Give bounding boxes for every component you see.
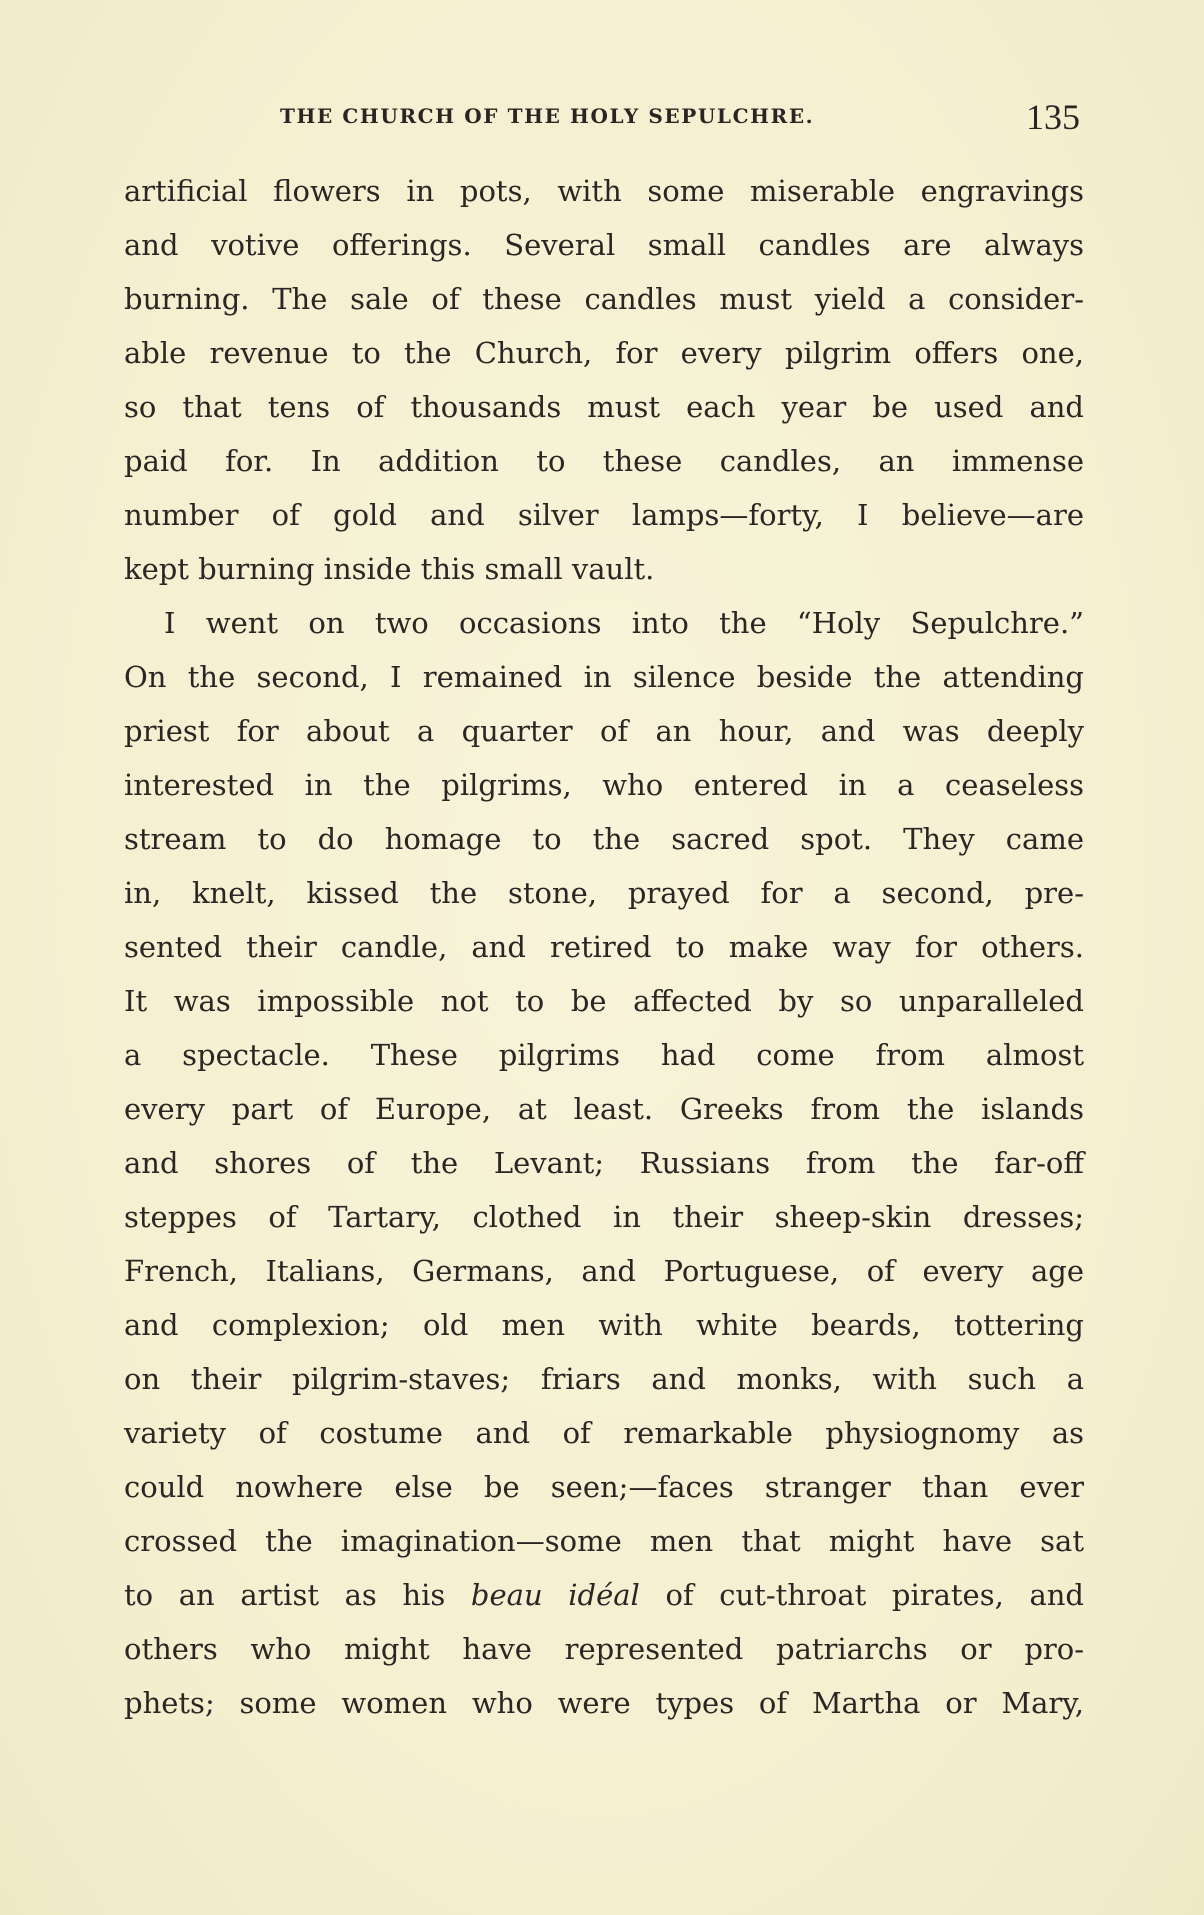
text-line: crossed the imagination—some men that might have sat <box>124 1524 1084 1558</box>
italic-phrase: beau idéal <box>470 1578 640 1612</box>
text-line: on their pilgrim-staves; friars and monks, with such a <box>124 1362 1084 1396</box>
text-line: It was impossible not to be affected by so unparalleled <box>124 984 1084 1018</box>
paragraph-end-line: kept burning inside this small vault. <box>124 552 655 586</box>
text-line: able revenue to the Church, for every pilgrim offers one, <box>124 336 1084 370</box>
text-line: in, knelt, kissed the stone, prayed for a second, pre- <box>124 876 1084 910</box>
text-line: stream to do homage to the sacred spot. They came <box>124 822 1084 856</box>
text-segment: of cut-throat pirates, and <box>639 1578 1084 1612</box>
text-line: On the second, I remained in silence beside the attending <box>124 660 1084 694</box>
text-line: and shores of the Levant; Russians from the far-off <box>124 1146 1084 1180</box>
text-body <box>124 164 1084 1730</box>
text-line: a spectacle. These pilgrims had come from almost <box>124 1038 1084 1072</box>
paragraph-start-line: I went on two occasions into the “Holy Sepulchre.” <box>164 606 1084 640</box>
text-line: could nowhere else be seen;—faces stranger than ever <box>124 1470 1084 1504</box>
text-line: number of gold and silver lamps—forty, I believe—are <box>124 498 1084 532</box>
text-line: paid for. In addition to these candles, an immense <box>124 444 1084 478</box>
page-number: 135 <box>1026 97 1080 137</box>
text-line: every part of Europe, at least. Greeks from the islands <box>124 1092 1084 1126</box>
text-line: artificial flowers in pots, with some miserable engravings <box>124 174 1084 208</box>
text-segment: to an artist as his <box>124 1578 471 1612</box>
text-line: so that tens of thousands must each year be used and <box>124 390 1084 424</box>
text-line: variety of costume and of remarkable physiognomy as <box>124 1416 1084 1450</box>
text-line-with-italic <box>124 1568 1084 1622</box>
text-line: sented their candle, and retired to make way for others. <box>124 930 1084 964</box>
text-line: and complexion; old men with white beards, tottering <box>124 1308 1084 1342</box>
text-line: interested in the pilgrims, who entered in a ceaseless <box>124 768 1084 802</box>
running-head <box>126 96 1080 136</box>
text-line: priest for about a quarter of an hour, and was deeply <box>124 714 1084 748</box>
text-line: French, Italians, Germans, and Portuguese, of every age <box>124 1254 1084 1288</box>
running-title: THE CHURCH OF THE HOLY SEPULCHRE. <box>280 104 815 128</box>
text-line: and votive offerings. Several small candles are always <box>124 228 1084 262</box>
text-line: others who might have represented patriarchs or pro- <box>124 1632 1084 1666</box>
text-line: burning. The sale of these candles must yield a consider- <box>124 282 1084 316</box>
text-line: steppes of Tartary, clothed in their sheep-skin dresses; <box>124 1200 1084 1234</box>
text-line: phets; some women who were types of Martha or Mary, <box>124 1686 1084 1720</box>
